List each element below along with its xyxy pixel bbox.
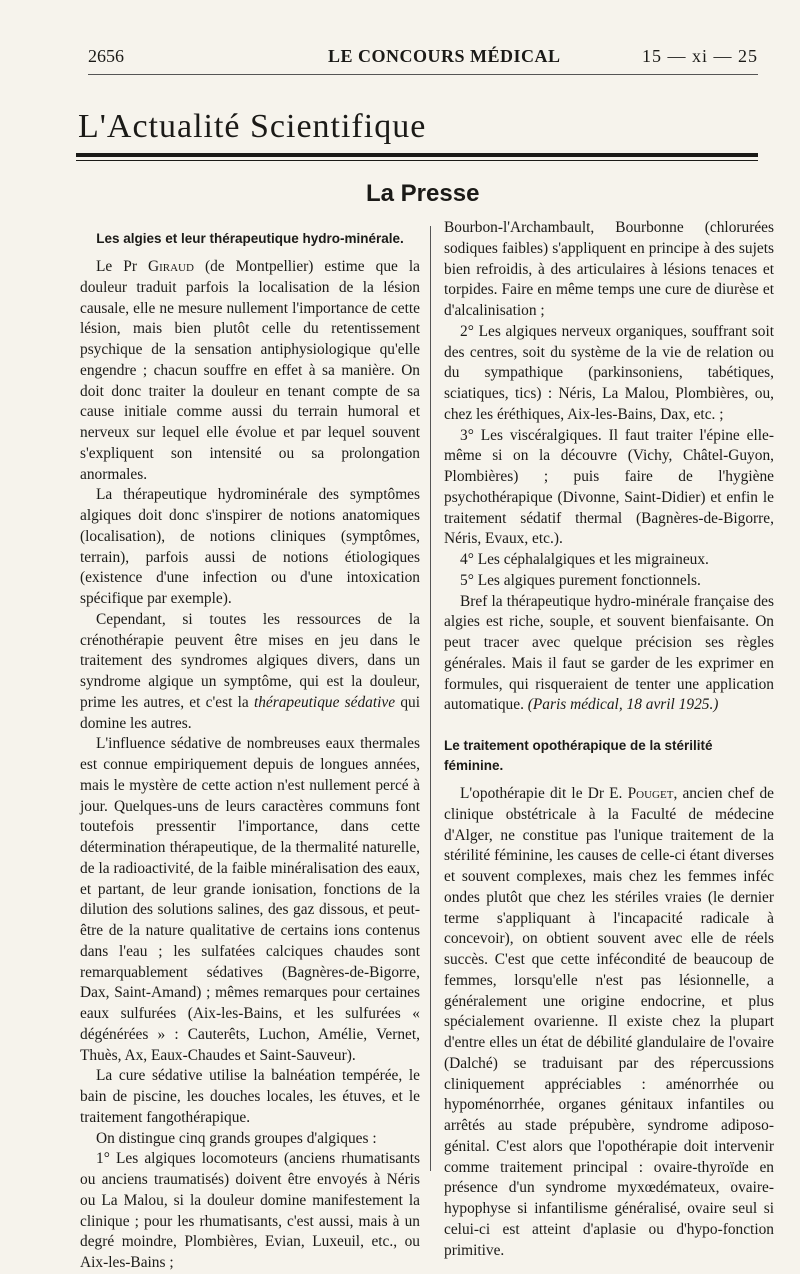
article2-title: Le traitement opothérapique de la stérilité féminine.	[444, 738, 713, 773]
article1-paragraph-13: Bref la thérapeutique hydro-minérale française des algies est riche, souple, et souvent bienfaisante. On peut tracer avec quelque précision ses règles générales. Mais il faut se garder de les exprimer en formules, qui risqueraient de tenter une application automatique. (Paris médical, 18 avril 1925.)	[444, 592, 774, 714]
journal-title: LE CONCOURS MÉDICAL	[328, 46, 561, 66]
article1-paragraph-12: 5° Les algiques purement fonctionnels.	[460, 571, 701, 589]
section-rule-thick	[76, 153, 758, 157]
article1-paragraph-11: 4° Les céphalalgiques et les migraineux.	[460, 551, 709, 568]
article1-title: Les algies et leur thérapeutique hydro-minérale.	[96, 231, 404, 246]
running-header	[88, 46, 758, 72]
article1-paragraph-9: 2° Les algiques nerveux organiques, souffrant soit des centres, soit du système de la vie de relation ou du sympathique (parkinsoniens, tabétiques, sciatiques, tics) : Néris, La Malou, Plombières, ou, chez les éréthiques, Aix-les-Bains, Dax, etc. ;	[444, 322, 774, 423]
article2-paragraph-1: L'opothérapie dit le Dr E. Pouget, ancien chef de clinique obstétricale à la Faculté de médecine d'Alger, ne constitue pas l'unique traitement de la stérilité féminine, les causes de celle-ci étant diverses et souvent complexes, mais chez les femmes inféc ondes plutôt que chez les stériles vraies (le dernier terme s'appliquant à l'incapacité radicale à concevoir), on obtient souvent avec elle de réels succès. C'est que cette infécondité de beaucoup de femmes, lorsqu'elle n'est pas lésionnelle, a généralement une origine endocrine, et plus spécialement ovarienne. Il existe chez la plupart d'entre elles un état de débilité glandulaire de l'ovaire (Dalché) se traduisant par des répercussions cliniquement appréciables : aménorrhée ou hypoménorrhée, organes génitaux infantiles ou arrêtés au stade prépubère, syndrome adiposo-génital. C'est alors que l'opothérapie doit intervenir comme traitement principal : ovaire-thyroïde en présence d'un syndrome myxœdémateux, ovaire-hypophyse si infantilisme généralisé, ovaire seul si celui-ci est atteint d'aplasie ou d'hypo-fonction primitive.	[444, 785, 775, 1259]
section-title: L'Actualité Scientifique	[78, 108, 427, 145]
page-number: 2656	[88, 46, 124, 66]
article1-paragraph-7: 1° Les algiques locomoteurs (anciens rhumatisants ou anciens traumatisés) doivent être envoyés à Néris ou La Malou, si la douleur domine manifestement la clinique ; pour les rhumatisants, c'est aussi, mais à un degré moindre, Plombières, Evian, Luxeuil, etc., ou Aix-les-Bains ;	[80, 1150, 420, 1271]
right-column	[444, 218, 774, 1261]
article1-source: (Paris médical, 18 avril 1925.)	[527, 696, 719, 714]
article1-paragraph-5: La cure sédative utilise la balnéation tempérée, le bain de piscine, les douches locales, les étuves, et le traitement fangothérapique.	[80, 1067, 420, 1126]
article1-paragraph-3: Cependant, si toutes les ressources de la crénothérapie peuvent être mises en jeu dans le traitement des syndromes algiques divers, dans un syndrome algique un symptôme, qui est la douleur, prime les autres, et c'est la thérapeutique sédative qui domine les autres.	[80, 610, 420, 732]
header-rule	[88, 74, 758, 75]
rubric-title: La Presse	[366, 180, 480, 207]
issue-date: 15 — xi — 25	[641, 46, 758, 66]
article1-paragraph-8: Bourbon-l'Archambault, Bourbonne (chlorurées sodiques faibles) s'appliquent en principe à des sujets bien refroidis, à des articulaires à lésions tenaces et torpides. Faire en même temps une cure de diurèse et d'alcalinisation ;	[444, 219, 774, 319]
article1-paragraph-10: 3° Les viscéralgiques. Il faut traiter l'épine elle-même si on la découvre (Vichy, Châtel-Guyon, Plombières) ; puis faire de l'hygiène psychothérapique (Divonne, Saint-Didier) et enfin le traitement sédatif thermal (Bagnères-de-Bigorre, Néris, Evaux, etc.).	[444, 426, 774, 548]
author-giraud: Giraud	[147, 258, 194, 275]
left-column	[80, 229, 420, 1274]
article1-paragraph-6: On distingue cinq grands groupes d'algiques :	[96, 1129, 377, 1147]
article1-paragraph-2: La thérapeutique hydrominérale des symptômes algiques doit donc s'inspirer de notions anatomiques (localisation), de notions cliniques (symptômes, terrain), parfois aussi de notions étiologiques (existence d'une infection ou d'une intoxication spécifique par exemple).	[80, 486, 420, 607]
article1-paragraph-4: L'influence sédative de nombreuses eaux thermales est connue empiriquement depuis de longues années, mais le mystère de cette action n'est nullement percé à jour. Quelques-uns de leurs caractères communs font toutefois pressentir l'importance, dans cette détermination thérapeutique, de la thermalité naturelle, de la radioactivité, de la faible minéralisation des eaux, et partant, de leur grande ionisation, fonctions de la dilution des solutions salines, des gaz dissous, et peut-être de la nature qualitative de certains ions contenus dans l'eau ; les sulfatées calciques chaudes sont remarquablement sédatives (Bagnères-de-Bigorre, Dax, Saint-Amand) ; mêmes remarques pour certaines eaux sulfurées (Aix-les-Bains, et les sulfurées « dégénérées » : Cauterêts, Luchon, Amélie, Vernet, Thuès, Ax, Eaux-Chaudes et Saint-Sauveur).	[80, 735, 420, 1064]
section-rule-thin	[76, 160, 758, 161]
author-pouget: Pouget	[627, 785, 674, 802]
article1-paragraph-1: Le Pr Giraud (de Montpellier) estime que la douleur traduit parfois la localisation de la lésion causale, elle ne mesure nullement l'importance de cette lésion, mais bien plutôt celle du retentissement psychique de la sensation antiphysiologique qu'elle engendre ; chacun souffre en effet à sa manière. On doit donc traiter la douleur en tenant compte de sa cause initiale comme aussi du terrain humoral et nerveux sur lequel elle évolue et par lequel souvent s'expliquent son intensité ou sa prolongation anormales.	[80, 258, 420, 483]
column-divider	[430, 226, 431, 1171]
